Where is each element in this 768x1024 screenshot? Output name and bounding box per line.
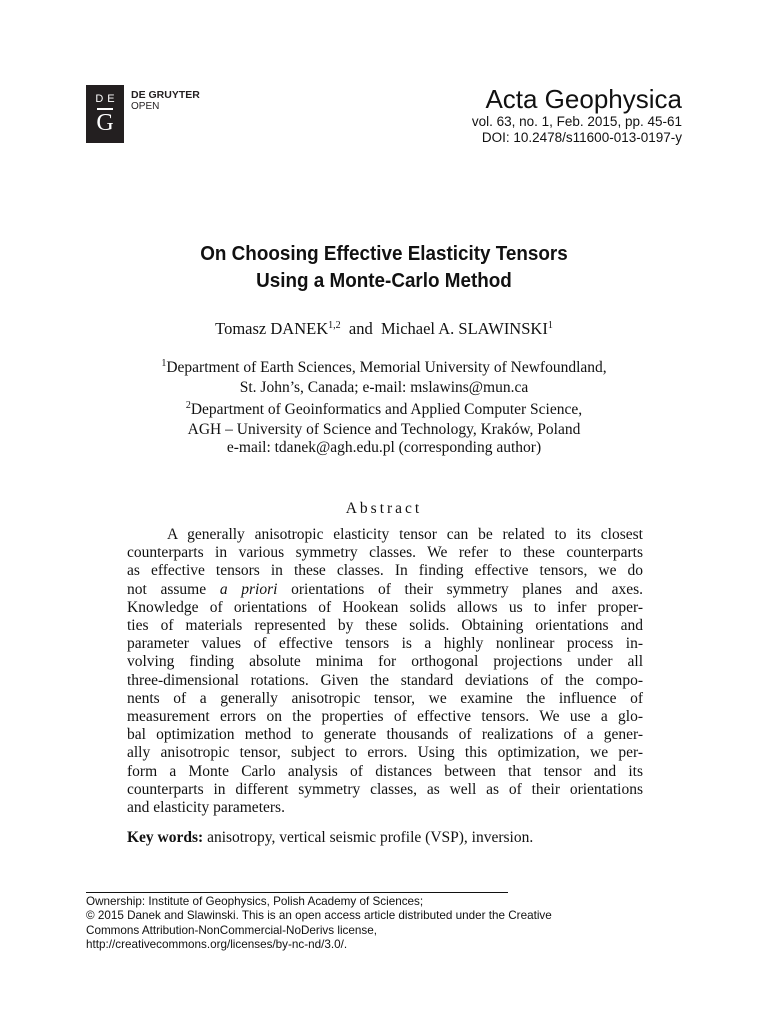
affiliation-1: [0, 359, 768, 397]
publisher-logo: [86, 85, 226, 143]
affiliation-1-line-1: Department of Earth Sciences, Memorial University of Newfoundland,: [166, 359, 607, 376]
abstract-heading: Abstract: [345, 500, 423, 517]
affiliation-2-sup: 2: [185, 400, 191, 411]
abstract-line: Knowledge of orientations of Hookean solids allows us to infer proper-: [127, 598, 643, 616]
author-2-sup: 1: [547, 320, 553, 331]
keywords-label: Key words:: [127, 829, 204, 846]
author-line: [0, 319, 768, 342]
author-1: Tomasz DANEK: [215, 319, 329, 338]
affiliation-2-line-3: e-mail: tdanek@agh.edu.pl (corresponding author): [226, 439, 542, 456]
journal-volume: vol. 63, no. 1, Feb. 2015, pp. 45-61: [471, 114, 682, 129]
logo-letter-bottom: G: [96, 109, 114, 136]
paper-title: [31, 240, 738, 294]
abstract-line: ally anisotropic tensor, subject to errors. Using this optimization, we per-: [127, 744, 643, 762]
publisher-subname: OPEN: [131, 101, 160, 112]
affiliation-2-line-1: Department of Geoinformatics and Applied Computer Science,: [190, 401, 583, 418]
author-conjunction: and: [348, 319, 373, 338]
abstract-body: [127, 526, 643, 817]
abstract-line: as effective tensors in these classes. In finding effective tensors, we do: [127, 562, 643, 580]
logo-letters-top: DE: [95, 92, 119, 105]
abstract-italic-a-priori: a priori: [219, 580, 278, 598]
abstract-line: nents of a generally anisotropic tensor, we examine the influence of: [127, 689, 643, 707]
publisher-name: DE GRUYTER: [131, 89, 200, 101]
abstract-text: orientations of their symmetry planes and axes.: [291, 580, 644, 598]
keywords: [127, 829, 533, 847]
abstract-line: and elasticity parameters.: [127, 799, 285, 817]
footnote-line-3: Commons Attribution-NonCommercial-NoDerivs license,: [86, 923, 377, 937]
abstract-line: A generally anisotropic elasticity tensor can be related to its closest: [167, 526, 643, 543]
footnote: [86, 895, 686, 952]
affiliation-2-line-2: AGH – University of Science and Technology, Kraków, Poland: [187, 421, 581, 438]
journal-name: Acta Geophysica: [485, 84, 682, 114]
author-2: Michael A. SLAWINSKI: [380, 319, 548, 338]
logo-text: [131, 85, 200, 143]
keywords-text: anisotropy, vertical seismic profile (VSP), inversion.: [203, 829, 534, 846]
abstract-text: not assume: [127, 580, 207, 598]
title-line-2: Using a Monte-Carlo Method: [256, 269, 512, 292]
footnote-rule: [86, 892, 508, 893]
abstract-line: measurement errors on the properties of effective tensors. We use a glo-: [127, 708, 643, 726]
affiliation-1-sup: 1: [161, 358, 167, 369]
abstract-line: counterparts in various symmetry classes. We refer to these counterparts: [127, 544, 643, 562]
affiliation-2: [0, 401, 768, 457]
abstract-line: three-dimensional rotations. Given the standard deviations of the compo-: [127, 671, 643, 689]
abstract-line: parameter values of effective tensors is a highly nonlinear process in-: [127, 635, 643, 653]
logo-mark: [86, 85, 124, 143]
title-line-1: On Choosing Effective Elasticity Tensors: [200, 242, 568, 265]
footnote-line-2: © 2015 Danek and Slawinski. This is an open access article distributed under the Creative: [86, 909, 552, 923]
author-1-sup: 1,2: [328, 320, 341, 331]
journal-doi: DOI: 10.2478/s11600-013-0197-y: [481, 130, 682, 145]
abstract-line-with-italic: [127, 581, 643, 599]
footnote-line-1: Ownership: Institute of Geophysics, Polish Academy of Sciences;: [86, 895, 424, 908]
abstract-line: bal optimization method to generate thousands of realizations of a gener-: [127, 726, 643, 744]
journal-header: [472, 84, 682, 146]
abstract-line: counterparts in different symmetry classes, as well as of their orientations: [127, 780, 643, 798]
footnote-line-4: http://creativecommons.org/licenses/by-nc-nd/3.0/.: [86, 937, 348, 951]
affiliation-1-line-2: St. John’s, Canada; e-mail: mslawins@mun.ca: [239, 379, 529, 396]
abstract-line: volving finding absolute minima for orthogonal projections under all: [127, 653, 643, 671]
abstract-line: form a Monte Carlo analysis of distances between that tensor and its: [127, 762, 643, 780]
abstract-line: ties of materials represented by these solids. Obtaining orientations and: [127, 617, 643, 635]
